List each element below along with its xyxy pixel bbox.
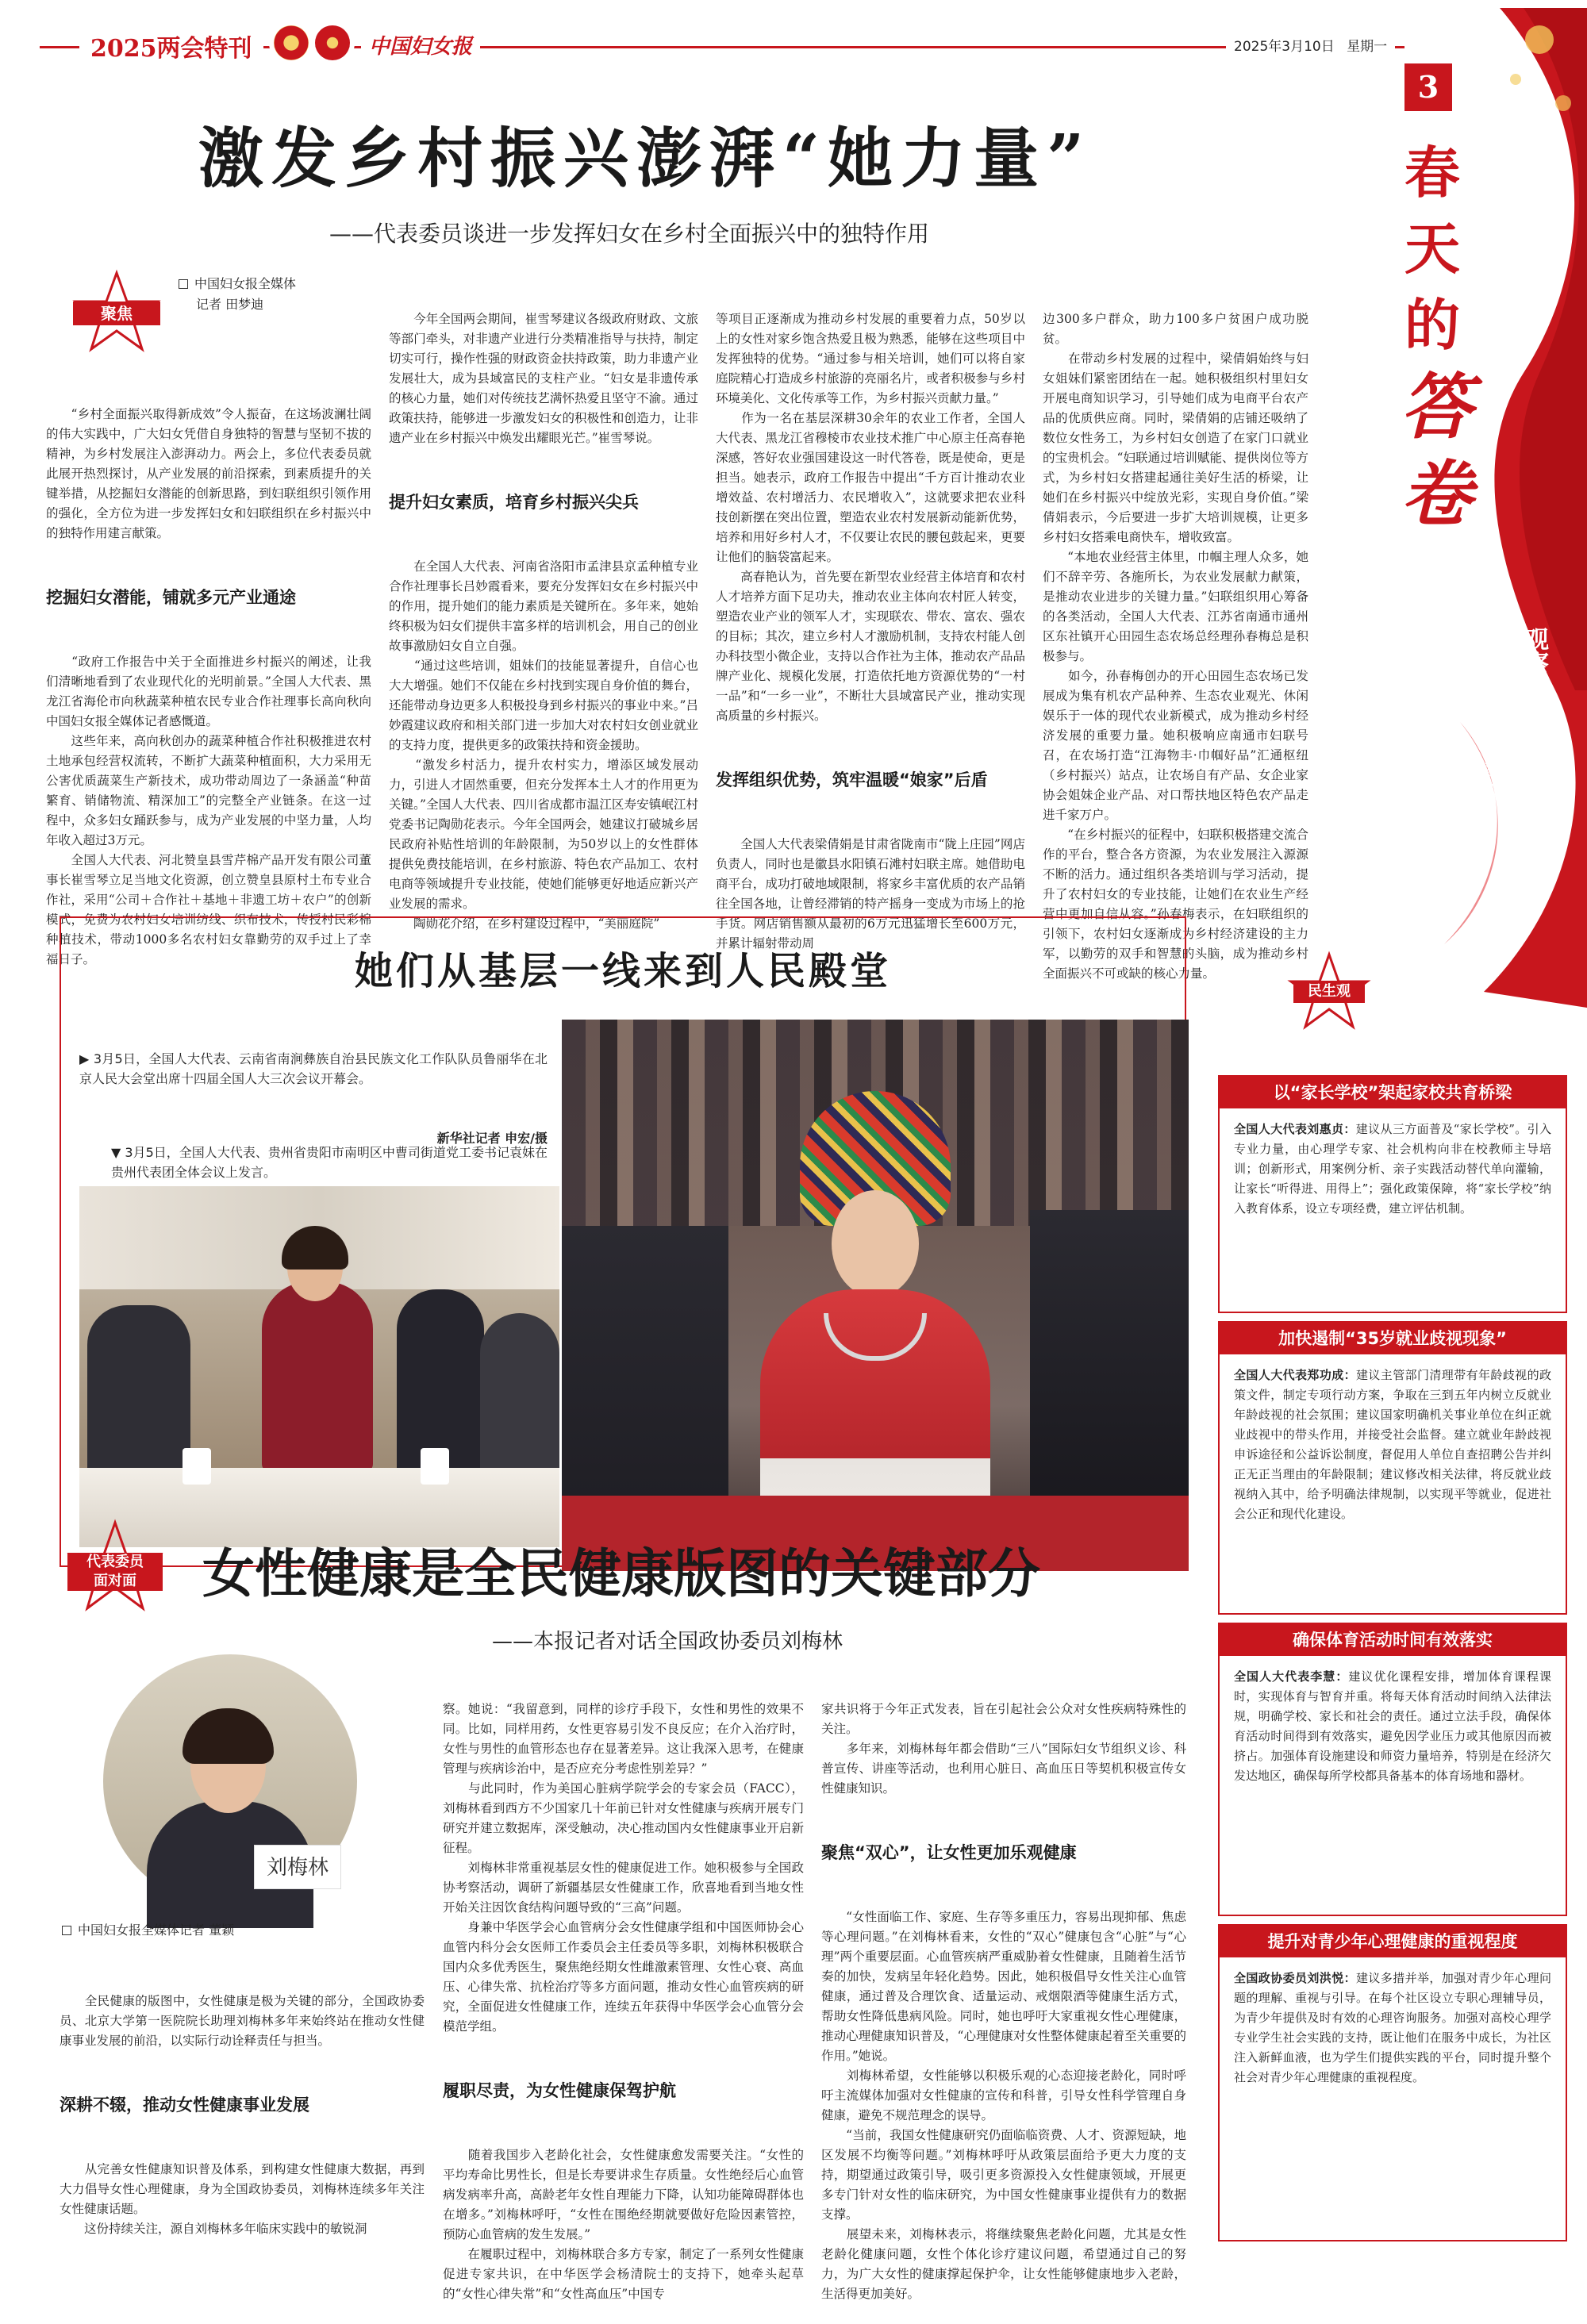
speaker-text: 建议主管部门清理带有年龄歧视的政策文件，制定专项行动方案，争取在三到五年内树立反就业年龄歧视的社会氛围；建议国家明确机关事业单位在纠正就业歧视中的带头作用，并接受社会监督。建立就业年龄歧视申诉途径和公益诉讼制度，督促用人单位自查招聘公告并纠正无正当理由的年龄限制；建议修改相关法律，将反就业歧视纳入其中，给予明确法律规制，以实现平等就业，促进社会公正和现代化建设。 [1234,1368,1551,1521]
sidebar-box-1 [1218,1075,1567,1313]
portrait-nameplate: 刘梅林 [254,1845,341,1889]
speaker-text: 建议从三方面普及“家长学校”。引入专业力量，由心理学专家、社会机构向非在校教师主导培训；创新形式，用案例分析、亲子实践活动替代单向灌输，让家长“听得进、用得上”；强化政策保障，将“家长学校”纳入教育体系，设立专项经费，建立评估机制。 [1234,1122,1551,1216]
article1-para: 边300多户群众，助力100多户贫困户成功脱贫。 在带动乡村发展的过程中，梁倩娟始终与妇女姐妹们紧密团结在一起。她积极组织村里妇女开展电商知识学习，引导她们成为电商平台农产品的优质供应商。同时，梁倩娟的店铺还吸纳了数位女性务工，为乡村妇女创造了在家门口就业的宝贵机会。“妇联通过培训赋能、提供岗位等方式，为乡村妇女搭建起通往美好生活的桥梁，让她们在乡村振兴中绽放光彩，实现自身价值。”梁倩娟表示，今后要进一步扩大培训规模，让更多乡村妇女搭乘电商快车，增收致富。 “本地农业经营主体里，巾帼主理人众多，她们不辞辛劳、各施所长，为农业发展献力献策，是推动农业进步的关键力量。”妇联组织用心筹备的各类活动，全国人大代表、江苏省南通市通州区东社镇开心田园生态农场总经理孙春梅总是积极参与。 如今，孙春梅创办的开心田园生态农场已发展成为集有机农产品种养、生态农业观光、休闲娱乐于一体的现代农业新模式，成为推动乡村经济发展的重要力量。她积极响应南通市妇联号召，在农场打造“江海物丰·巾帼好品”汇通枢纽（乡村振兴）站点，让农场自有产品、女企业家协会姐妹企业产品、对口帮扶地区特色农产品走进千家万户。 “在乡村振兴的征程中，妇联积极搭建交流合作的平台，整合各方资源，为农业发展注入源源不断的活力。通过组织各类培训与学习活动，提升了农村妇女的专业技能，让她们在农业生产经营中更加自信从容。”孙春梅表示，在妇联组织的引领下，农村妇女逐渐成为乡村经济建设的主力军，以勤劳的双手和智慧的头脑，成为推动乡村全面振兴不可或缺的核心力量。 [1043,312,1308,981]
article1-lead: “乡村全面振兴取得新成效”令人振奋，在这场波澜壮阔的伟大实践中，广大妇女凭借自身独特的智慧与坚韧不拔的精神，为乡村发展注入澎湃动力。两会上，多位代表委员就此展开热烈探讨，从产业发展的前沿探索，到素质提升的关键举措，从挖掘妇女潜能的创新思路，到妇联组织引领作用的强化，全方位为进一步发挥妇女和妇联组织在乡村振兴中的独特作用建言献策。 [46,407,371,540]
photo-section-title: 她们从基层一线来到人民殿堂 [354,949,891,993]
article1-para: 今年全国两会期间，崔雪琴建议各级政府财政、文旅等部门牵头，对非遗产业进行分类精准指导与扶持，制定切实可行，操作性强的财政资金扶持政策，助力非遗产业发展壮大，成为县域富民的支柱产业。“妇女是非遗传承的核心力量，她们对传统技艺满怀热爱且坚守不渝。通过政策扶持，能够进一步激发妇女的积极性和创造力，让非遗产业在乡村振兴中焕发出耀眼光芒。”崔雪琴说。 [389,312,698,445]
speaker-figure [262,1281,373,1472]
title-char: 卷 [1401,452,1472,536]
article2-para: 全民健康的版图中，女性健康是极为关键的部分，全国政协委员、北京大学第一医院院长助理刘梅林多年来始终站在推动女性健康事业发展的前沿，以实际行动诠释责任与担当。 [60,1994,425,2048]
caption-text: ▶ 3月5日，全国人大代表、云南省南涧彝族自治县民族文化工作队队员鲁丽华在北京人民大会堂出席十四届全国人大三次会议开幕会。 [79,1051,548,1086]
speaker-name: 全国人大代表李慧： [1234,1669,1349,1684]
article2-heading-1: 深耕不辍，推动女性健康事业发展 [60,2095,309,2115]
staff-line: 美编 李晴琪 责编 黄婷 [1504,706,1520,841]
person-left [87,1305,190,1480]
article1-title: 激发乡村振兴澎湃“她力量” [198,121,1093,197]
article2-para: 从完善女性健康知识普及体系，到构建女性健康大数据，再到大力倡导女性心理健康，身为全国政协委员，刘梅林连续多年关注女性健康话题。 这份持续关注，源自刘梅林多年临床实践中的敏锐洞 [60,2162,425,2236]
sidebar-box-title: 确保体育活动时间有效落实 [1220,1624,1566,1656]
article2-heading-3: 聚焦“双心”，让女性更加乐观健康 [821,1843,1077,1862]
column-label: 观察 [1520,627,1548,674]
article1-subtitle: ——代表委员谈进一步发挥妇女在乡村全面振兴中的独特作用 [329,221,930,247]
byline-reporter: 中国妇女报全媒体记者 董颖 [78,1923,235,1938]
tag-label [67,1553,163,1591]
sidebar-box-title: 提升对青少年心理健康的重视程度 [1220,1926,1566,1957]
title-char: 答 [1401,365,1472,449]
tag-line: 代表委员 [86,1554,144,1570]
speaker-name: 全国人大代表刘惠贞： [1234,1122,1356,1136]
speaker-name: 全国人大代表郑功成： [1234,1368,1356,1382]
date-text: 2025年3月10日 [1234,39,1335,55]
article2-heading-2: 履职尽责，为女性健康保驾护航 [443,2081,676,2100]
article1-para: “政府工作报告中关于全面推进乡村振兴的阐述，让我们清晰地看到了农业现代化的光明前景。”全国人大代表、黑龙江省海伦市向秋蔬菜种植农民专业合作社理事长高向秋向中国妇女报全媒体记者感慨道。 这些年来，高向秋创办的蔬菜种植合作社积极推进农村土地承包经营权流转，不断扩大蔬菜种植面积，大力采用无公害优质蔬菜生产新技术，成功带动周边了一条涵盖“种苗繁育、销储物流、精深加工”的完整全产业链条。在这一过程中，众多妇女踊跃参与，成为产业发展的中坚力量，人均年收入超过3万元。 全国人大代表、河北赞皇县雪芹棉产品开发有限公司董事长崔雪琴立足当地文化资源，创立赞皇县原村土布专业合作社，采用“公司＋合作社＋基地＋非遗工坊＋农户”的创新模式，免费为农村妇女培训纺线、织布技术，传授村民彩棉种植技术，带动1000多名农村妇女靠勤劳的双手过上了幸福日子。 [46,655,371,966]
byline-reporter: 记者 田梦迪 [196,297,264,312]
minsheng-tag [1289,952,1369,1031]
article1-heading-1: 挖掘妇女潜能，铺就多元产业通途 [46,588,296,607]
weekday-text: 星期一 [1347,39,1388,55]
title-char: 天 [1404,216,1460,282]
focus-label: 聚焦 [73,302,160,325]
article1-para: 全国人大代表梁倩娟是甘肃省陇南市“陇上庄园”网店负责人，同时也是徽县水阳镇石滩村妇联主席。她借助电商平台，成功打破地域限制，将家乡丰富优质的农产品销往全国各地，让曾经滞销的特产摇身一变成为市场上的抢手货。网店销售额从最初的6万元迅猛增长至600万元，并累计辐射带动周 [716,837,1025,951]
sidebar-box-body [1220,1957,1566,2099]
article2-title: 女性健康是全民健康版图的关键部分 [202,1542,1040,1604]
sidebar-box-body [1220,1108,1566,1230]
delegate-face [832,1190,919,1297]
article2-column-1 [60,1952,425,2253]
title-char: 的 [1404,292,1460,358]
table-cup [421,1448,449,1485]
article2-para: 家共识将于今年正式发表，旨在引起社会公众对女性疾病特殊性的关注。 多年来，刘梅林每年都会借助“三八”国际妇女节组织义诊、科普宣传、讲座等活动，也利用心脏日、高血压日等契机积极宣传女性健康知识。 [821,1702,1186,1796]
article2-subtitle: ——本报记者对话全国政协委员刘梅林 [492,1630,843,1654]
article1-byline [179,274,296,315]
section-title-vertical [1401,135,1472,538]
photo-delegate-costume [562,1020,1189,1571]
article1-column-2 [389,270,698,931]
article2-column-3 [821,1660,1186,2301]
article2-para: 察。她说：“我留意到，同样的诊疗手段下，女性和男性的效果不同。比如，同样用药，女性更容易引发不良反应；在介入治疗时，女性与男性的血管形态也存在显著差异。这让我深入思考，在健康管理与疾病诊治中，是否应充分考虑性别差异？” 与此同时，作为美国心脏病学院学会的专家会员（FACC），刘梅林看到西方不少国家几十年前已针对女性健康与疾病开展专门研究并建立数据库，深受触动，决心推动国内女性健康事业开启新征程。 刘梅林非常重视基层女性的健康促进工作。她积极参与全国政协考察活动，调研了新疆基层女性健康工作，欣喜地看到当地女性开始关注因饮食结构问题导致的“三高”问题。 身兼中华医学会心血管病分会女性健康学组和中国医师协会心血管内科分会女医师工作委员会主任委员等多职，刘梅林积极联合国内众多优秀医生，聚焦绝经期女性雌激素管理、女性心衰、高血压、心律失常、抗栓治疗等多方面问题，推动女性心血管疾病的研究，全面促进女性健康工作，连续五年获得中华医学会心血管分会模范学组。 [443,1702,804,2034]
party-emblem-icon [315,25,350,60]
sidebar-box-title: 以“家长学校”架起家校共育桥梁 [1220,1077,1566,1108]
speaker-text: 建议优化课程安排，增加体育课程课时，实现体育与智育并重。将每天体育活动时间纳入法律法规，明确学校、家长和社会的责任。通过立法手段，确保体育活动时间得到有效落实，避免因学业压力或其他原因而被挤占。加强体育设施建设和师资力量培养，特别是在经济欠发达地区，确保每所学校都具备基本的体育场地和器材。 [1234,1669,1551,1783]
face-to-face-tag [67,1519,163,1615]
sidebar-box-body [1220,1656,1566,1797]
portrait-photo [103,1654,357,1908]
staff-line: 主编 赵梓涵 韩亚聪 [1527,706,1543,823]
staff-credits [1476,706,1547,1000]
article2-byline [62,1920,234,1938]
article2-column-2 [443,1660,804,2301]
article1-heading-3: 发挥组织优势，筑牢温暖“娘家”后盾 [716,770,988,789]
page-number: 3 [1417,69,1439,105]
sidebar-box-4 [1218,1924,1567,2241]
article2-para: “女性面临工作、家庭、生存等多重压力，容易出现抑郁、焦虑等心理问题。”在刘梅林看来，女性的“双心”健康包含“心脏”与“心理”两个重要层面。心血管疾病严重威胁着女性健康，且随着生活节奏的加快，发病呈年轻化趋势。因此，她积极倡导女性关注心血管健康，通过普及合理饮食、适量运动、戒烟限酒等健康生活方式，帮助女性降低患病风险。同时，她也呼吁大家重视女性心理健康，推动心理健康知识普及，“心理健康对女性整体健康起着至关重要的作用。”她说。 刘梅林希望，女性能够以积极乐观的心态迎接老龄化，同时呼吁主流媒体加强对女性健康的宣传和科普，引导女性科学管理自身健康，避免不规范理念的误导。 “当前，我国女性健康研究仍面临临资费、人才、资源短缺，地区发展不均衡等问题。”刘梅林呼吁从政策层面给予更大力度的支持，期望通过政策引导，吸引更多资源投入女性健康领域，开展更多专门针对女性的临床研究，为中国女性健康事业提供有力的数据支撑。 展望未来，刘梅林表示，将继续聚焦老龄化问题，尤其是女性老龄化健康问题，女性个体化诊疗建议问题，希望通过自己的努力，为广大女性的健康撑起保护伞，让女性能够健康地步入老龄，生活得更加美好。 [821,1910,1186,2301]
speaker-text: 建议多措并举，加强对青少年心理问题的理解、重视与引导。在每个社区设立专职心理辅导员，为青少年提供及时有效的心理咨询服务。加强对高校心理学专业学生社会实践的支持，既让他们在服务中成长，为社区注入新鲜血液，也为学生们提供实践的平台，同时提升整个社会对青少年心理健康的重视程度。 [1234,1971,1551,2084]
article1-column-4 [1043,270,1308,981]
sidebar-box-title: 加快遏制“35岁就业歧视现象” [1220,1323,1566,1354]
table-cup [183,1448,211,1485]
page-number-badge [1404,63,1452,111]
article1-column-1 [46,325,371,966]
staff-line: 校对 王德新 制作 杨杰 [1480,706,1496,841]
header-special: 2025两会特刊 [79,29,263,63]
tag-line: 面对面 [94,1573,136,1589]
article1-column-3 [716,270,1025,951]
article1-para: 在全国人大代表、河南省洛阳市孟津县京孟种植专业合作社理事长吕妙霞看来，要充分发挥妇女在乡村振兴中的作用，提升她们的能力素质是关键所在。多年来，她始终积极为妇女们提供丰富多样的培训机会，用自己的创业故事激励妇女自立自强。 “通过这些培训，姐妹们的技能显著提升，自信心也大大增强。她们不仅能在乡村找到实现自身价值的舞台，还能带动身边更多人积极投身到乡村振兴的事业中来。”吕妙霞建议政府和相关部门进一步加大对农村妇女创业就业的支持力度，提供更多的政策扶持和资金援助。 “激发乡村活力，提升农村实力，增添区域发展动力，引进人才固然重要，但充分发挥本土人才的作用更为关键。”全国人大代表、四川省成都市温江区寿安镇岷江村党委书记陶勋花表示。今年全国两会，她建议打破城乡居民政府补贴性培训的年龄限制，为50岁以上的女性群体提供免费技能培训，在乡村旅游、特色农产品加工、农村电商等领域提升专业技能，使她们能够更好地适应新兴产业发展的需求。 陶勋花介绍，在乡村建设过程中，“美丽庭院” [389,559,698,931]
emblem-icon [274,25,309,60]
article2-para: 随着我国步入老龄化社会，女性健康愈发需要关注。“女性的平均寿命比男性长，但是长寿要讲求生存质量。女性绝经后心血管病发病率升高，高龄老年女性自理能力下降，认知功能障碍群体也在增多。”刘梅林呼吁，“女性在围绝经期就要做好危险因素管控，预防心血管病的发生发展。” 在履职过程中，刘梅林联合多方专家，制定了一系列女性健康促进专家共识，在中华医学会杨清院士的支持下，她牵头起草的“女性心律失常”和“女性高血压”中国专 [443,2148,804,2301]
portrait-hair [183,1708,274,1764]
byline-org: 中国妇女报全媒体 [194,276,297,291]
paper-logo: 中国妇女报 [361,30,480,60]
person-right-2 [480,1313,559,1480]
photo-meeting [79,1186,559,1547]
article1-para: 等项目正逐渐成为推动乡村发展的重要着力点，50岁以上的女性对家乡饱含热爱且极为熟悉，能够在这些项目中发挥独特的优势。“通过参与相关培训，她们可以将自家庭院精心打造成乡村旅游的亮丽名片，或者积极参与乡村环境美化、文化传承等工作，为乡村振兴贡献力量。” 作为一名在基层深耕30余年的农业工作者，全国人大代表、黑龙江省穆棱市农业技术推广中心原主任高春艳深感，答好农业强国建设这一时代答卷，既是使命，更是担当。她表示，政府工作报告中提出“千方百计推动农业增效益、农村增活力、农民增收入”，这就要求把农业科技创新摆在突出位置，塑造农业农村发展新动能新优势，培养和用好乡村人才，不仅要让农民的腰包鼓起来，更要让他们的脑袋富起来。 高春艳认为，首先要在新型农业经营主体培育和农村人才培养方面下足功夫，推动农业主体向农村匠人转变，塑造农业产业的领军人才，实现联农、带农、富农、强农的目标；其次，建立乡村人才激励机制，支持农村能人创办科技型小微企业，支持以合作社为主体，推动农产品品牌产业化、规模化发展，打造依托地方资源优势的“一村一品”和“一乡一业”，不断壮大县域富民产业，推动实现高质量的乡村振兴。 [716,312,1025,723]
sidebar-box-body [1220,1354,1566,1535]
minsheng-label: 民生观 [1293,981,1365,1003]
caption-credit: 新华社记者 申宏/摄 [436,1131,548,1146]
title-char: 春 [1404,140,1460,206]
speaker-name: 全国政协委员刘洪悦： [1234,1971,1356,1985]
sidebar-box-2 [1218,1321,1567,1615]
article1-heading-2: 提升妇女素质，培育乡村振兴尖兵 [389,493,639,512]
caption-text: ▼ 3月5日，全国人大代表、贵州省贵阳市南明区中曹司街道党工委书记袁妹在贵州代表团全体会议上发言。 [111,1145,548,1180]
sidebar-box-3 [1218,1623,1567,1916]
